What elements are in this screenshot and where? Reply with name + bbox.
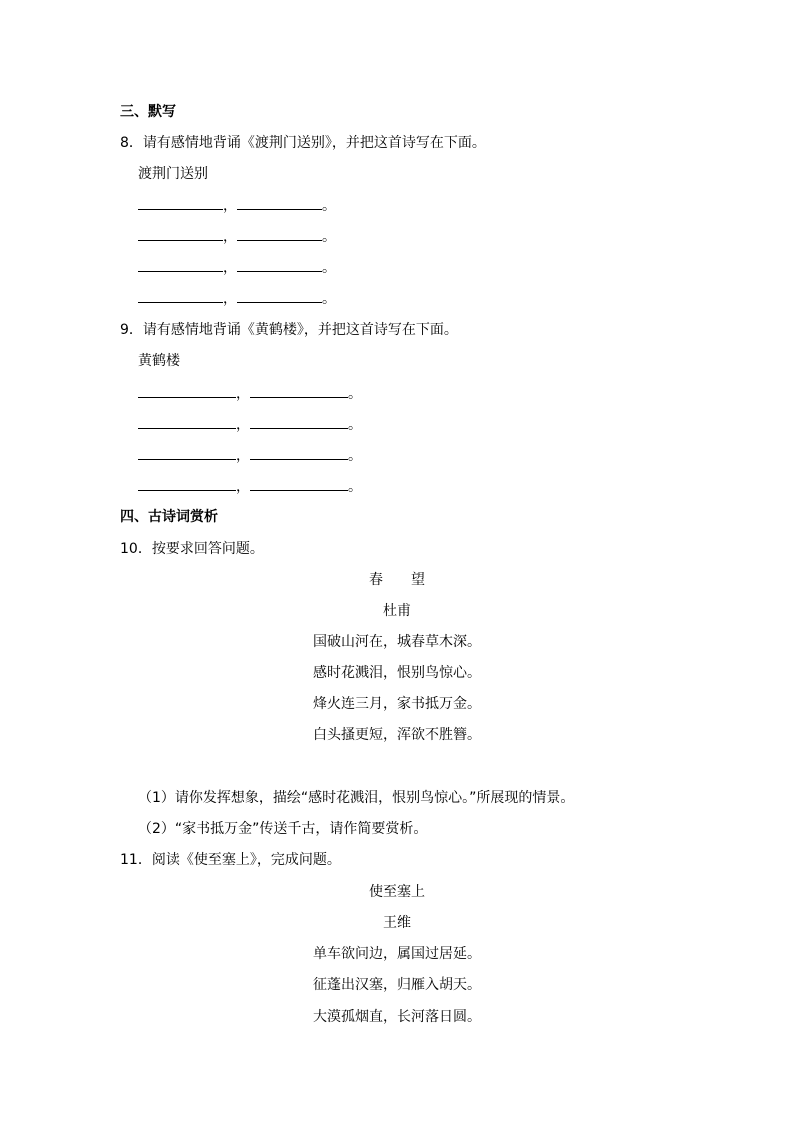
poem-title-shizhisaishang: 使至塞上 [369, 884, 425, 900]
poem-line: 单车欲问边，属国过居延。 [313, 946, 481, 962]
period-mark: 。 [322, 260, 336, 276]
poem-author-dufu: 杜甫 [383, 603, 411, 619]
poem-author-wangwei: 王维 [383, 915, 411, 931]
answer-blank[interactable] [138, 476, 236, 491]
comma-mark: ， [236, 479, 250, 495]
comma-mark: ， [236, 386, 250, 402]
answer-blank[interactable] [250, 476, 348, 491]
poem-line: 大漠孤烟直，长河落日圆。 [313, 1009, 481, 1025]
answer-blank[interactable] [250, 445, 348, 460]
answer-line-q8-4 [138, 288, 336, 308]
question-9-prompt: 9．请有感情地背诵《黄鹤楼》，并把这首诗写在下面。 [120, 322, 458, 338]
period-mark: 。 [322, 229, 336, 245]
answer-blank[interactable] [138, 445, 236, 460]
comma-mark: ， [236, 417, 250, 433]
answer-blank[interactable] [237, 195, 322, 210]
question-10-sub-1: （1）请你发挥想象，描绘“感时花溅泪，恨别鸟惊心。”所展现的情景。 [138, 790, 575, 806]
answer-line-q8-1 [138, 195, 336, 215]
comma-mark: ， [223, 229, 237, 245]
question-10-prompt: 10．按要求回答问题。 [120, 541, 264, 557]
poem-line: 感时花溅泪，恨别鸟惊心。 [313, 665, 481, 681]
answer-blank[interactable] [138, 383, 236, 398]
period-mark: 。 [348, 448, 362, 464]
comma-mark: ， [223, 198, 237, 214]
section-heading-poetry-appreciation: 四、古诗词赏析 [120, 509, 218, 525]
period-mark: 。 [348, 417, 362, 433]
period-mark: 。 [348, 479, 362, 495]
answer-blank[interactable] [250, 414, 348, 429]
answer-line-q9-3 [138, 445, 362, 465]
question-9-poem-title: 黄鹤楼 [138, 353, 180, 369]
answer-blank[interactable] [237, 288, 322, 303]
comma-mark: ， [223, 260, 237, 276]
poem-line: 烽火连三月，家书抵万金。 [313, 696, 481, 712]
period-mark: 。 [322, 291, 336, 307]
period-mark: 。 [348, 386, 362, 402]
answer-line-q9-1 [138, 383, 362, 403]
poem-line: 征蓬出汉塞，归雁入胡天。 [313, 977, 481, 993]
comma-mark: ， [236, 448, 250, 464]
answer-blank[interactable] [138, 226, 223, 241]
answer-line-q9-2 [138, 414, 362, 434]
answer-line-q8-2 [138, 226, 336, 246]
poem-title-chunwang: 春 望 [369, 572, 425, 588]
answer-blank[interactable] [138, 257, 223, 272]
question-8-poem-title: 渡荆门送别 [138, 166, 208, 182]
answer-blank[interactable] [250, 383, 348, 398]
answer-blank[interactable] [138, 195, 223, 210]
question-10-sub-2: （2）“家书抵万金”传送千古，请作简要赏析。 [138, 821, 428, 837]
poem-line: 国破山河在，城春草木深。 [313, 634, 481, 650]
answer-blank[interactable] [138, 414, 236, 429]
question-8-prompt: 8．请有感情地背诵《渡荆门送别》，并把这首诗写在下面。 [120, 135, 486, 151]
answer-blank[interactable] [138, 288, 223, 303]
period-mark: 。 [322, 198, 336, 214]
answer-line-q9-4 [138, 476, 362, 496]
answer-blank[interactable] [237, 257, 322, 272]
question-11-prompt: 11．阅读《使至塞上》，完成问题。 [120, 852, 341, 868]
answer-line-q8-3 [138, 257, 336, 277]
comma-mark: ， [223, 291, 237, 307]
poem-line: 白头搔更短，浑欲不胜簪。 [313, 727, 481, 743]
answer-blank[interactable] [237, 226, 322, 241]
section-heading-dictation: 三、默写 [120, 104, 176, 120]
